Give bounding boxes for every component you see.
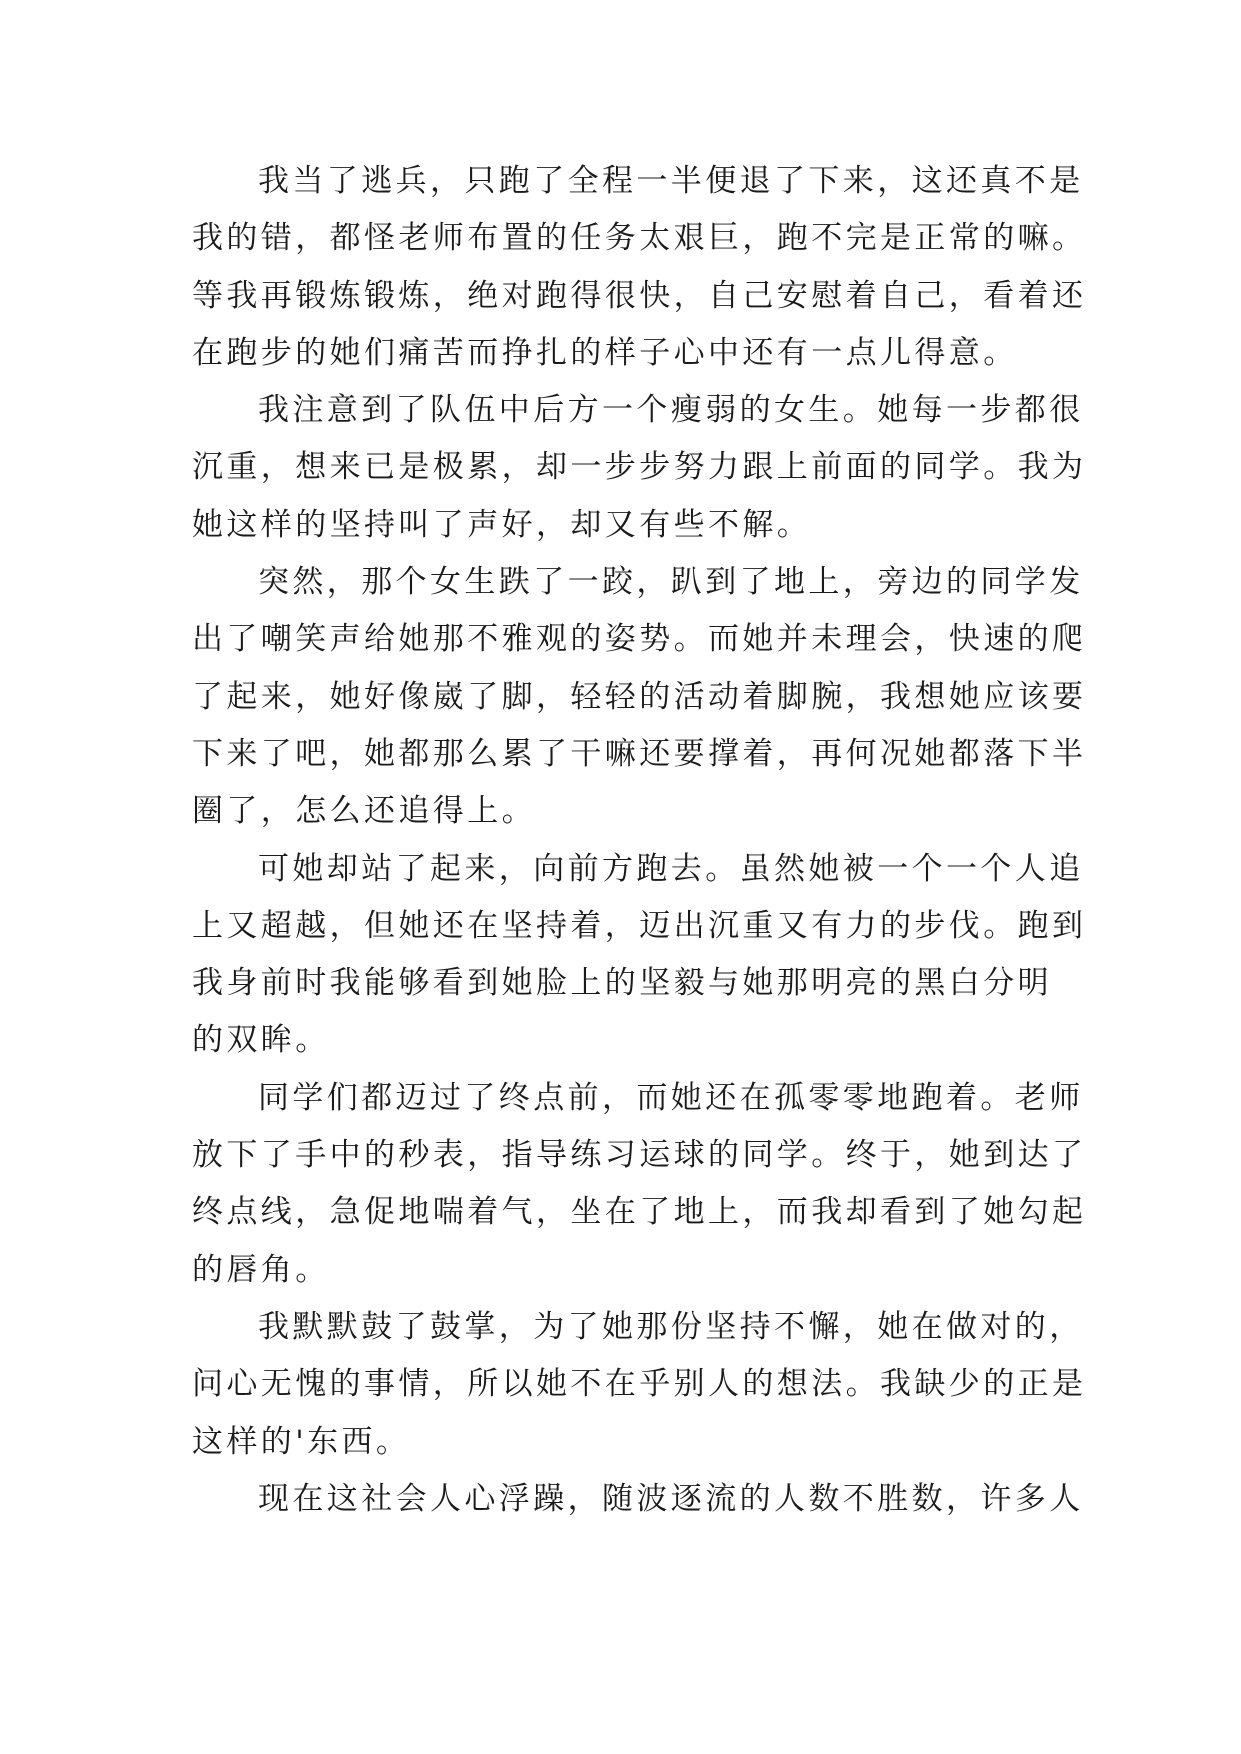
paragraph-3-line-3: 了起来，她好像崴了脚，轻轻的活动着脚腕，我想她应该要 [192,678,1087,715]
paragraph-2-line-2: 沉重，想来已是极累，却一步步努力跟上前面的同学。我为 [192,449,1087,486]
paragraph-4-line-3: 我身前时我能够看到她脸上的坚毅与她那明亮的黑白分明 [192,965,1052,1002]
paragraph-6-line-2: 问心无愧的事情，所以她不在乎别人的想法。我缺少的正是 [192,1366,1087,1403]
paragraph-6-line-1: 我默默鼓了鼓掌，为了她那份坚持不懈，她在做对的， [258,1308,1084,1345]
paragraph-5-line-2: 放下了手中的秒表，指导练习运球的同学。终于，她到达了 [192,1137,1087,1174]
paragraph-7-line-1: 现在这社会人心浮躁，随波逐流的人数不胜数，许多人 [258,1480,1084,1517]
paragraph-3-line-2: 出了嘲笑声给她那不雅观的姿势。而她并未理会，快速的爬 [192,621,1087,658]
paragraph-4-line-2: 上又超越，但她还在坚持着，迈出沉重又有力的步伐。跑到 [192,907,1087,944]
paragraph-4-line-4: 的双眸。 [192,1022,330,1059]
paragraph-2-line-1: 我注意到了队伍中后方一个瘦弱的女生。她每一步都很 [258,392,1084,429]
paragraph-1-line-2: 我的错，都怪老师布置的任务太艰巨，跑不完是正常的嘛。 [192,220,1087,257]
paragraph-1-line-3: 等我再锻炼锻炼，绝对跑得很快，自己安慰着自己，看着还 [192,277,1087,314]
paragraph-6-line-3: 这样的'东西。 [192,1423,411,1460]
paragraph-1-line-1: 我当了逃兵，只跑了全程一半便退了下来，这还真不是 [258,163,1084,199]
paragraph-5-line-3: 终点线，急促地喘着气，坐在了地上，而我却看到了她勾起 [192,1194,1087,1231]
document-body [192,153,1087,1528]
paragraph-2-line-3: 她这样的坚持叫了声好，却又有些不解。 [192,506,812,543]
paragraph-5-line-1: 同学们都迈过了终点前，而她还在孤零零地跑着。老师 [258,1079,1084,1116]
paragraph-3-line-4: 下来了吧，她都那么累了干嘛还要撑着，再何况她都落下半 [192,735,1087,772]
paragraph-4-line-1: 可她却站了起来，向前方跑去。虽然她被一个一个人追 [258,850,1084,887]
paragraph-3-line-5: 圈了，怎么还追得上。 [192,793,536,830]
paragraph-3-line-1: 突然，那个女生跌了一跤，趴到了地上，旁边的同学发 [258,564,1084,601]
paragraph-5-line-4: 的唇角。 [192,1251,330,1288]
paragraph-1-line-4: 在跑步的她们痛苦而挣扎的样子心中还有一点儿得意。 [192,334,1018,371]
